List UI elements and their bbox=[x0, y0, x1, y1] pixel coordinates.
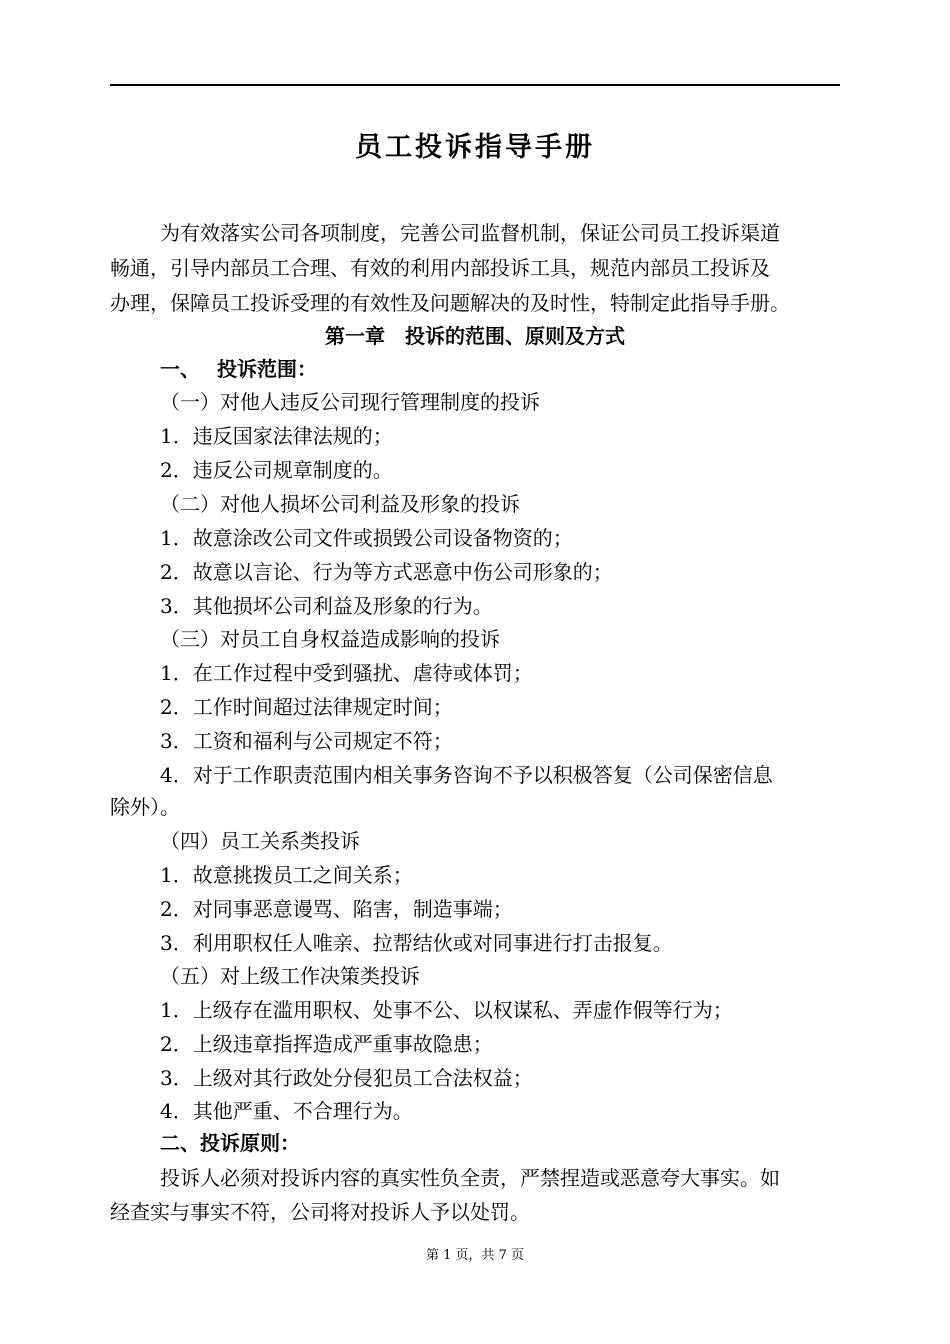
subsection-heading: （二）对他人损坏公司利益及形象的投诉 bbox=[160, 492, 520, 516]
list-item: 1．上级存在滥用职权、处事不公、以权谋私、弄虚作假等行为； bbox=[160, 998, 733, 1022]
list-item-continuation: 除外）。 bbox=[110, 795, 180, 819]
list-item: 2．对同事恶意谩骂、陷害，制造事端； bbox=[160, 897, 513, 921]
subsection-heading: （三）对员工自身权益造成影响的投诉 bbox=[160, 627, 500, 651]
principle-line-2: 经查实与事实不符，公司将对投诉人予以处罚。 bbox=[110, 1200, 530, 1224]
subsection-heading: （五）对上级工作决策类投诉 bbox=[160, 964, 420, 988]
list-item: 3．工资和福利与公司规定不符； bbox=[160, 729, 453, 753]
intro-line-1: 为有效落实公司各项制度，完善公司监督机制，保证公司员工投诉渠道 bbox=[160, 221, 780, 245]
list-item: 3．上级对其行政处分侵犯员工合法权益； bbox=[160, 1066, 533, 1090]
list-item: 1．在工作过程中受到骚扰、虐待或体罚； bbox=[160, 661, 533, 685]
list-item: 1．故意挑拨员工之间关系； bbox=[160, 863, 413, 887]
chapter-heading: 第一章 投诉的范围、原则及方式 bbox=[325, 324, 625, 348]
list-item: 3．其他损坏公司利益及形象的行为。 bbox=[160, 594, 493, 618]
principle-line-1: 投诉人必须对投诉内容的真实性负全责，严禁捏造或恶意夸大事实。如 bbox=[160, 1166, 780, 1190]
section-heading-scope: 一、 投诉范围： bbox=[160, 357, 317, 381]
list-item: 2．违反公司规章制度的。 bbox=[160, 458, 393, 482]
section-heading-principle: 二、投诉原则： bbox=[160, 1131, 300, 1155]
list-item: 2．工作时间超过法律规定时间； bbox=[160, 695, 453, 719]
list-item: 4．其他严重、不合理行为。 bbox=[160, 1099, 413, 1123]
list-item: 2．故意以言论、行为等方式恶意中伤公司形象的； bbox=[160, 560, 613, 584]
subsection-heading: （一）对他人违反公司现行管理制度的投诉 bbox=[160, 390, 540, 414]
intro-line-2: 畅通，引导内部员工合理、有效的利用内部投诉工具，规范内部员工投诉及 bbox=[110, 256, 770, 280]
list-item: 1．违反国家法律法规的； bbox=[160, 424, 393, 448]
list-item: 4．对于工作职责范围内相关事务咨询不予以积极答复（公司保密信息 bbox=[160, 763, 773, 787]
document-title: 员工投诉指导手册 bbox=[355, 132, 595, 163]
list-item: 2．上级违章指挥造成严重事故隐患； bbox=[160, 1032, 493, 1056]
page-number: 第 1 页，共 7 页 bbox=[425, 1248, 525, 1263]
subsection-heading: （四）员工关系类投诉 bbox=[160, 829, 360, 853]
list-item: 3．利用职权任人唯亲、拉帮结伙或对同事进行打击报复。 bbox=[160, 931, 673, 955]
intro-line-3: 办理，保障员工投诉受理的有效性及问题解决的及时性，特制定此指导手册。 bbox=[110, 291, 790, 315]
header-rule bbox=[110, 84, 840, 86]
list-item: 1．故意涂改公司文件或损毁公司设备物资的； bbox=[160, 526, 573, 550]
